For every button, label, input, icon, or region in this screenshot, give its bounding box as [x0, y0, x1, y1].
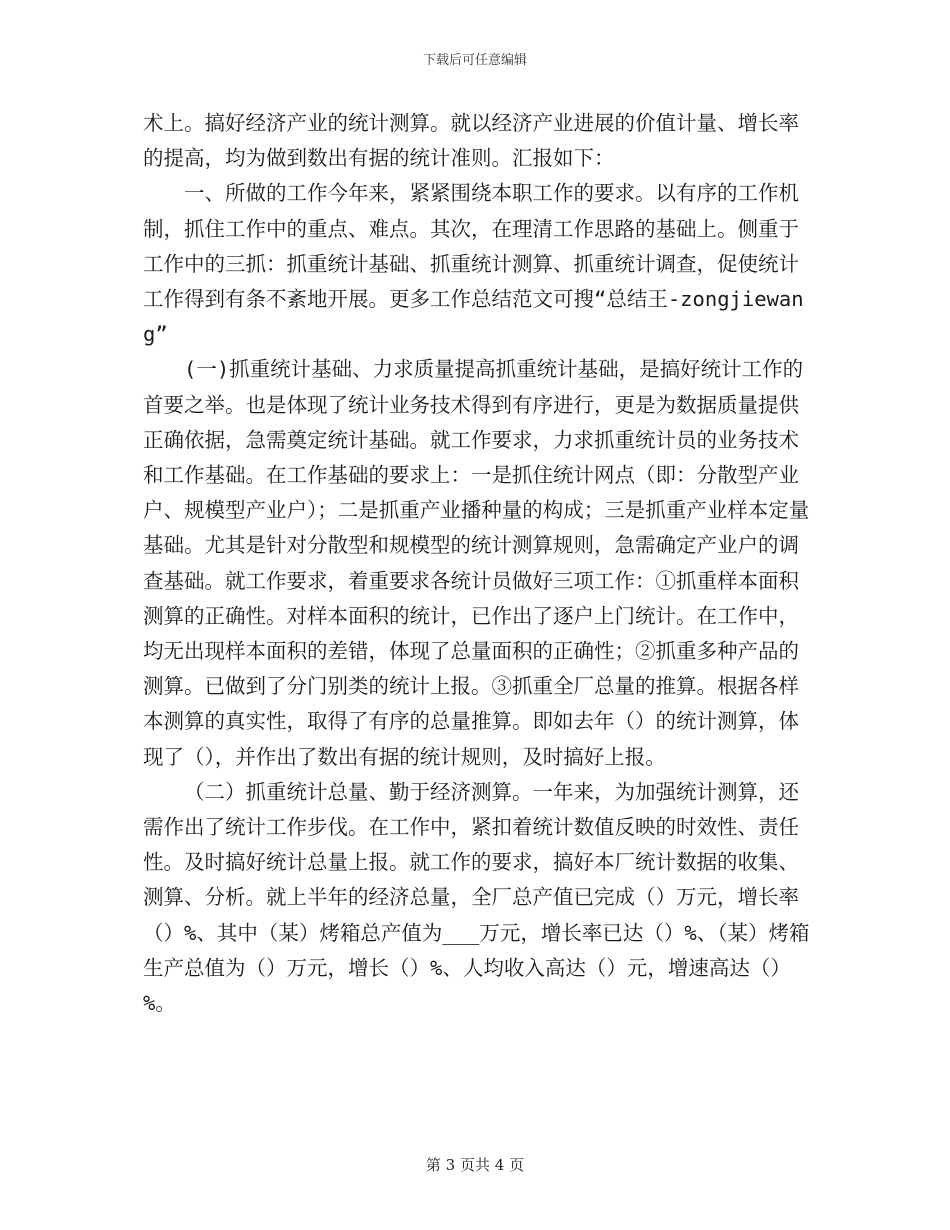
paragraph-statistics-basis: (一)抓重统计基础、力求质量提高抓重统计基础，是搞好统计工作的首要之举。也是体现了统计业务技术得到有序进行，更是为数据质量提供正确依据，急需奠定统计基础。就工作要求，力求抓重统计员的业务技术和工作基础。在工作基础的要求上：一是抓住统计网点（即：分散型产业户、规模型产业户）；二是抓重产业播种量的构成；三是抓重产业样本定量基础。尤其是针对分散型和规模型的统计测算规则，急需确定产业户的调查基础。就工作要求，着重要求各统计员做好三项工作：①抓重样本面积测算的正确性。对样本面积的统计，已作出了逐户上门统计。在工作中，均无出现样本面积的差错，体现了总量面积的正确性；②抓重多种产品的测算。已做到了分门别类的统计上报。③抓重全厂总量的推算。根据各样本测算的真实性，取得了有序的总量推算。即如去年（）的统计测算，体现了（），并作出了数出有据的统计规则，及时搞好上报。 [143, 357, 810, 769]
document-body [143, 106, 819, 1021]
paragraph-continuation: 术上。搞好经济产业的统计测算。就以经济产业进展的价值计量、增长率的提高，均为做到数出有据的统计准则。汇报如下： [143, 111, 799, 171]
page-number: 第 3 页共 4 页 [425, 1156, 525, 1174]
paragraph-statistics-total: （二）抓重统计总量、勤于经济测算。一年来，为加强统计测算，还需作出了统计工作步伐。在工作中，紧扣着统计数值反映的时效性、责任性。及时搞好统计总量上报。就工作的要求，搞好本厂统计数据的收集、测算、分析。就上半年的经济总量，全厂总产值已完成（）万元，增长率（）%、其中（某）烤箱总产值为___万元，增长率已达（）%、（某）烤箱生产总值为（）万元，增长（）%、人均收入高达（）元，增速高达（）%。 [143, 779, 810, 1016]
page-header: 下载后可任意编辑 [422, 53, 527, 68]
paragraph-work-done: 一、所做的工作今年来，紧紧围绕本职工作的要求。以有序的工作机制，抓住工作中的重点、难点。其次，在理清工作思路的基础上。侧重于工作中的三抓：抓重统计基础、抓重统计测算、抓重统计调查，促使统计工作得到有条不紊地开展。更多工作总结范文可搜“总结王-zongjiewang” [143, 181, 804, 347]
